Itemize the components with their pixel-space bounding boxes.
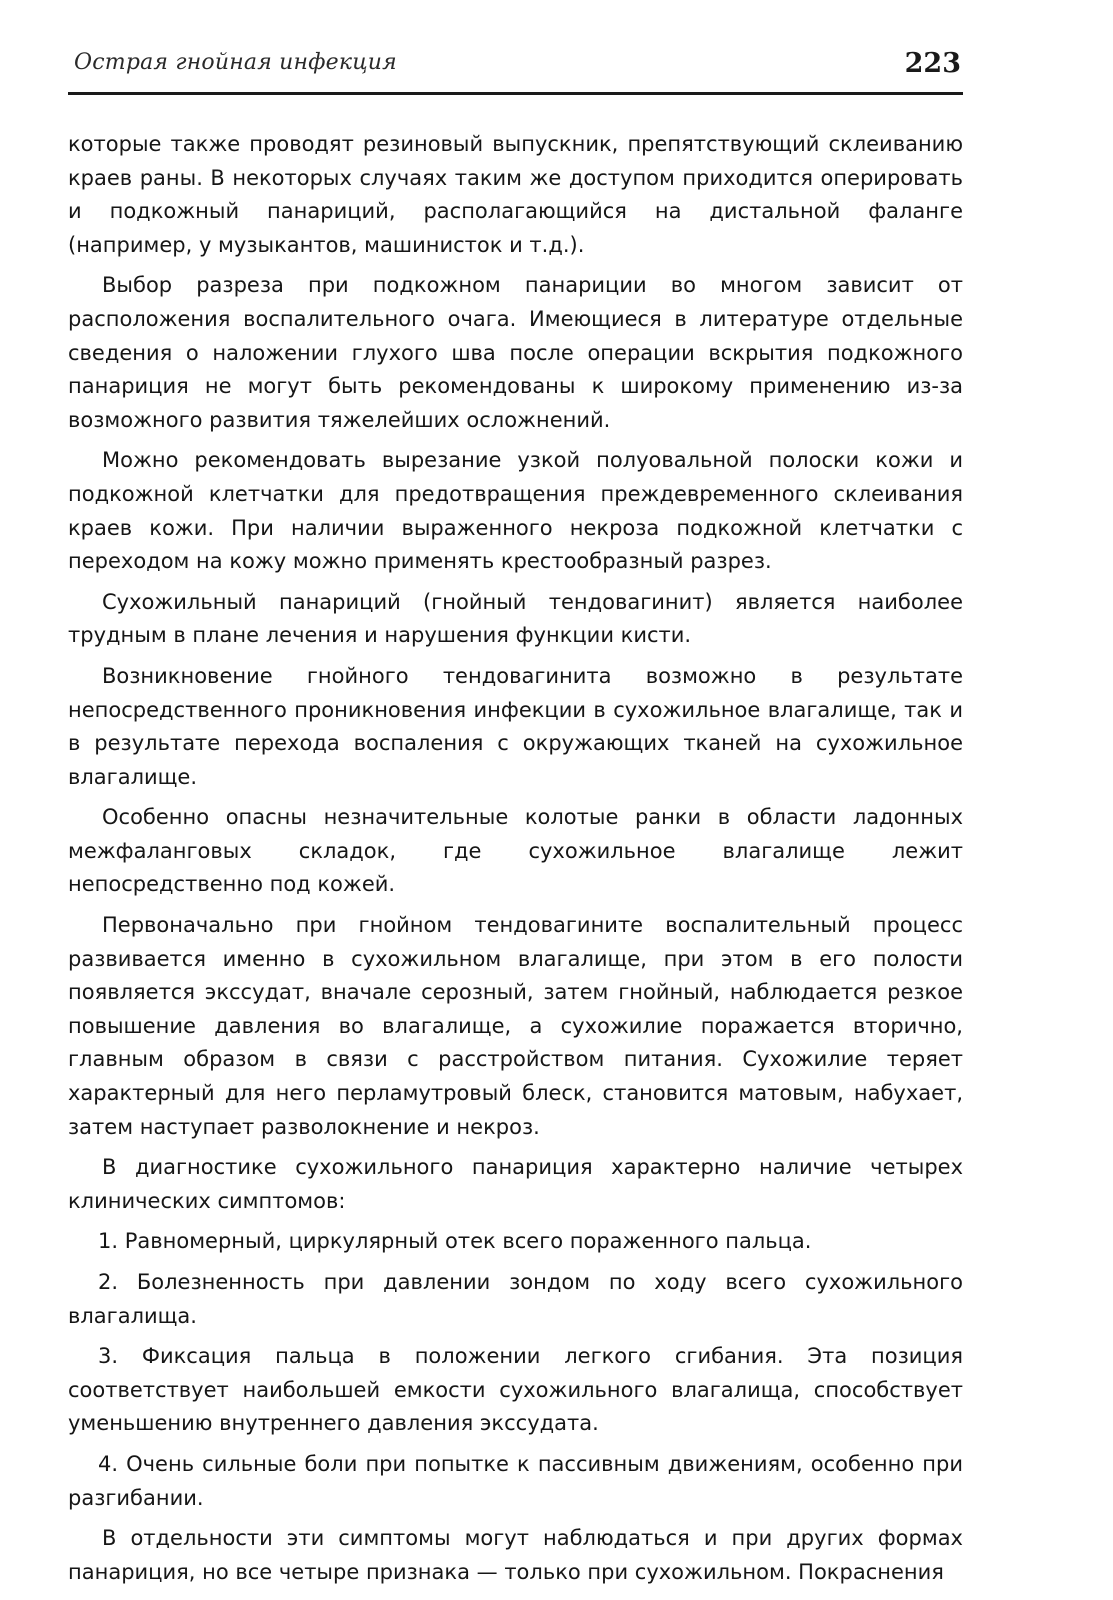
section-title: Острая гнойная инфекция bbox=[74, 50, 397, 75]
paragraph: Сухожильный панариций (гнойный тендовагинит) является наиболее трудным в плане лечения и нарушения функции кисти. bbox=[68, 589, 963, 648]
symptom-list-item: 2. Болезненность при давлении зондом по ходу всего сухожильного влагалища. bbox=[68, 1270, 963, 1328]
symptom-list-item: 1. Равномерный, циркулярный отек всего пораженного пальца. bbox=[98, 1229, 812, 1254]
running-header bbox=[68, 40, 963, 95]
symptom-list-item: 4. Очень сильные боли при попытке к пассивным движениям, особенно при разгибании. bbox=[68, 1451, 963, 1510]
page-number: 223 bbox=[904, 48, 961, 79]
paragraph: Выбор разреза при подкожном панариции во многом зависит от расположения воспалительного очага. Имеющиеся в литературе отдельные сведения о наложении глухого шва после операции вскрытия подкожного панариция не могут быть рекомендованы к широкому применению из-за возможного развития тяжелейших осложнений. bbox=[68, 273, 963, 432]
paragraph: Можно рекомендовать вырезание узкой полуовальной полоски кожи и подкожной клетчатки для предотвращения преждевременного склеивания краев кожи. При наличии выраженного некроза подкожной клетчатки с переходом на кожу можно применять крестообразный разрез. bbox=[68, 448, 963, 574]
paragraph: Возникновение гнойного тендовагинита возможно в результате непосредственного проникновения инфекции в сухожильное влагалище, так и в результате перехода воспаления с окружающих тканей на сухожильное влагалище. bbox=[68, 663, 963, 789]
body-text bbox=[68, 128, 963, 1589]
symptom-list-item: 3. Фиксация пальца в положении легкого сгибания. Эта позиция соответствует наибольшей емкости сухожильного влагалища, способствует уменьшению внутреннего давления экссудата. bbox=[68, 1344, 963, 1436]
paragraph: В отдельности эти симптомы могут наблюдаться и при других формах панариция, но все четыре признака — только при сухожильном. Покраснения bbox=[68, 1526, 963, 1584]
paragraph: Первоначально при гнойном тендовагините воспалительный процесс развивается именно в сухожильном влагалище, при этом в его полости появляется экссудат, вначале серозный, затем гнойный, наблюдается резкое повышение давления во влагалище, а сухожилие поражается вторично, главным образом в связи с расстройством питания. Сухожилие теряет характерный для него перламутровый блеск, становится матовым, набухает, затем наступает разволокнение и некроз. bbox=[68, 913, 963, 1139]
paragraph: Особенно опасны незначительные колотые ранки в области ладонных межфаланговых складок, где сухожильное влагалище лежит непосредственно под кожей. bbox=[68, 805, 963, 897]
paragraph: В диагностике сухожильного панариция характерно наличие четырех клинических симптомов: bbox=[68, 1155, 963, 1213]
paragraph: которые также проводят резиновый выпускник, препятствующий склеиванию краев раны. В некоторых случаях таким же доступом приходится оперировать и подкожный панариций, располагающийся на дистальной фаланге (например, у музыкантов, машинисток и т.д.). bbox=[68, 132, 963, 257]
book-page bbox=[68, 40, 963, 1596]
